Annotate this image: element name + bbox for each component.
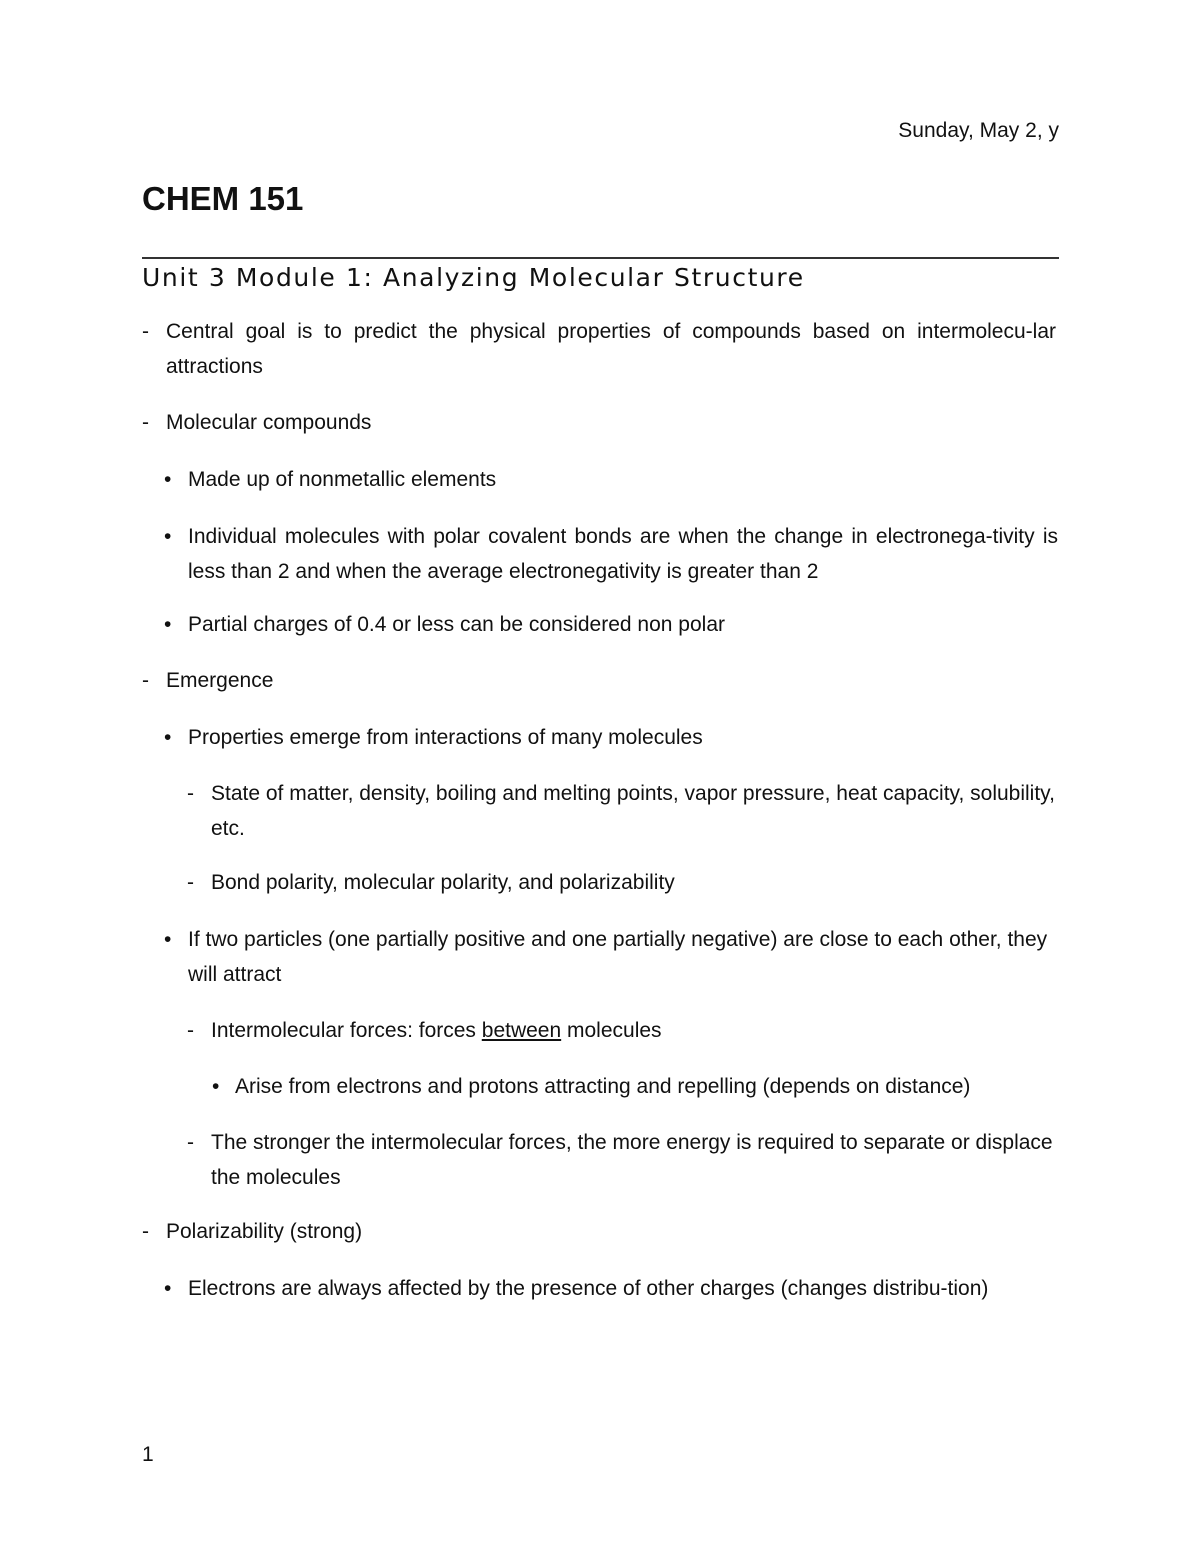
- note-stronger-forces: The stronger the intermolecular forces, the more energy is required to separate or displace the molecules: [211, 1131, 1053, 1189]
- bullet-marker: •: [164, 525, 172, 548]
- page-number: 1: [142, 1443, 154, 1466]
- note-polar-covalent: Individual molecules with polar covalent bonds are when the change in electronega-tivity is less than 2 and when the average electronegativity is greater than 2: [188, 525, 1058, 583]
- dash-marker: -: [142, 320, 149, 343]
- dash-marker: -: [142, 1220, 149, 1243]
- note-two-particles: If two particles (one partially positive and one partially negative) are close to each other, they will attract: [188, 928, 1048, 986]
- note-electrons-protons: Arise from electrons and protons attracting and repelling (depends on distance): [235, 1075, 971, 1098]
- bullet-marker: •: [164, 928, 172, 951]
- bullet-marker: •: [164, 726, 172, 749]
- subdash-marker: -: [187, 782, 194, 805]
- bullet-marker: •: [164, 1277, 172, 1300]
- subdash-marker: -: [187, 871, 194, 894]
- unit-title: Unit 3 Module 1: Analyzing Molecular Structure: [142, 263, 805, 292]
- subdash-marker: -: [187, 1131, 194, 1154]
- note-properties-emerge: Properties emerge from interactions of many molecules: [188, 726, 703, 749]
- bullet-marker: •: [164, 468, 172, 491]
- note-polarizability: Polarizability (strong): [166, 1220, 363, 1243]
- note-text-before: Intermolecular forces: forces: [211, 1019, 482, 1042]
- title-divider: [142, 257, 1059, 259]
- dash-marker: -: [142, 411, 149, 434]
- note-electrons-affected: Electrons are always affected by the presence of other charges (changes distribu-tion): [188, 1277, 989, 1300]
- note-state-of-matter: State of matter, density, boiling and melting points, vapor pressure, heat capacity, solubility, etc.: [211, 782, 1055, 840]
- note-bond-polarity: Bond polarity, molecular polarity, and polarizability: [211, 871, 675, 894]
- bullet-marker: •: [212, 1075, 220, 1098]
- note-central-goal: Central goal is to predict the physical properties of compounds based on intermolecu-lar attractions: [166, 320, 1056, 378]
- dash-marker: -: [142, 669, 149, 692]
- note-emergence: Emergence: [166, 669, 274, 692]
- note-intermolecular-forces: [211, 1013, 1059, 1048]
- course-title: CHEM 151: [142, 180, 304, 217]
- document-date: Sunday, May 2, y: [898, 119, 1059, 142]
- note-molecular-compounds: Molecular compounds: [166, 411, 372, 434]
- underlined-word: between: [481, 1019, 562, 1042]
- note-partial-charges: Partial charges of 0.4 or less can be considered non polar: [188, 613, 725, 636]
- note-text-after: molecules: [561, 1019, 662, 1042]
- subdash-marker: -: [187, 1019, 194, 1042]
- bullet-marker: •: [164, 613, 172, 636]
- note-nonmetallic: Made up of nonmetallic elements: [188, 468, 497, 491]
